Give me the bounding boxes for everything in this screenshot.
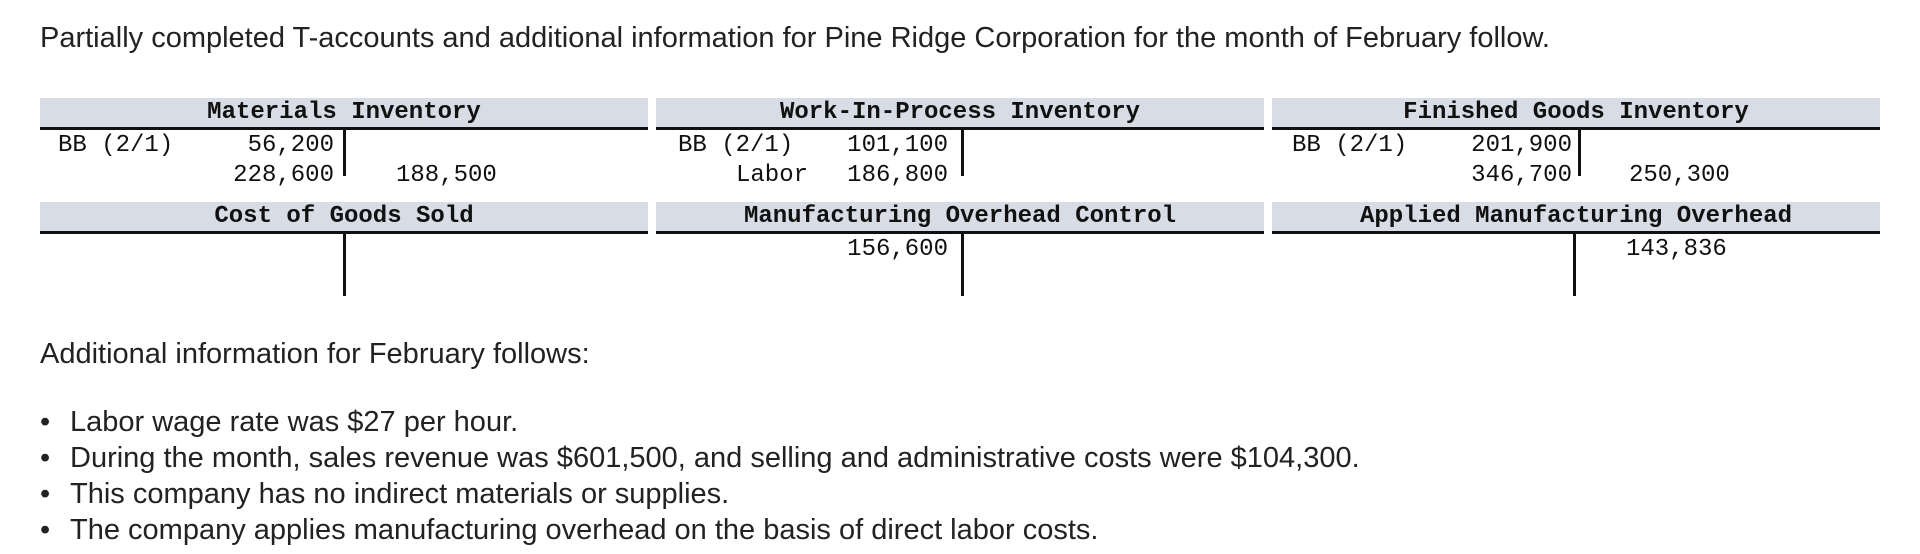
bb-label: BB (2/1) xyxy=(678,132,794,159)
t-account-divider xyxy=(961,130,964,176)
credit-value: 188,500 xyxy=(396,162,497,189)
account-title: Cost of Goods Sold xyxy=(40,202,648,234)
additional-info-heading: Additional information for February follows: xyxy=(40,338,590,370)
debit-value: 228,600 xyxy=(233,162,334,189)
list-item xyxy=(40,512,1360,548)
account-title: Work-In-Process Inventory xyxy=(656,98,1264,130)
bb-value: 56,200 xyxy=(247,132,334,159)
bullet-icon: • xyxy=(40,406,51,438)
t-account-materials-inventory xyxy=(40,98,648,189)
list-item-text: This company has no indirect materials or supplies. xyxy=(70,478,730,510)
credit-value: 143,836 xyxy=(1626,236,1727,263)
t-account-manufacturing-overhead-control xyxy=(656,202,1264,280)
bb-value: 101,100 xyxy=(847,132,948,159)
debit-value: 156,600 xyxy=(847,236,948,263)
account-title: Manufacturing Overhead Control xyxy=(656,202,1264,234)
list-item-text: Labor wage rate was $27 per hour. xyxy=(70,406,519,438)
labor-value: 186,800 xyxy=(847,162,948,189)
intro-text: Partially completed T-accounts and additional information for Pine Ridge Corporation for the month of February follow. xyxy=(40,22,1550,54)
list-item-text: The company applies manufacturing overhead on the basis of direct labor costs. xyxy=(70,514,1099,546)
account-title: Applied Manufacturing Overhead xyxy=(1272,202,1880,234)
bb-label: BB (2/1) xyxy=(58,132,174,159)
t-account-divider xyxy=(343,234,346,296)
account-title: Materials Inventory xyxy=(40,98,648,130)
additional-info-list xyxy=(40,404,1360,548)
t-account-applied-manufacturing-overhead xyxy=(1272,202,1880,280)
list-item xyxy=(40,476,1360,512)
t-account-divider xyxy=(1573,234,1576,296)
credit-value: 250,300 xyxy=(1629,162,1730,189)
t-account-finished-goods xyxy=(1272,98,1880,189)
debit-value: 346,700 xyxy=(1471,162,1572,189)
t-account-work-in-process xyxy=(656,98,1264,189)
bb-value: 201,900 xyxy=(1471,132,1572,159)
bb-label: BB (2/1) xyxy=(1292,132,1408,159)
bullet-icon: • xyxy=(40,442,51,474)
t-account-divider xyxy=(343,130,346,176)
list-item-text: During the month, sales revenue was $601,500, and selling and administrative costs were $104,300. xyxy=(70,442,1360,474)
t-account-cost-of-goods-sold xyxy=(40,202,648,280)
list-item xyxy=(40,440,1360,476)
account-title: Finished Goods Inventory xyxy=(1272,98,1880,130)
bullet-icon: • xyxy=(40,478,51,510)
t-account-divider xyxy=(1578,130,1581,176)
list-item xyxy=(40,404,1360,440)
labor-label: Labor xyxy=(735,162,808,189)
bullet-icon: • xyxy=(40,514,51,546)
t-account-divider xyxy=(961,234,964,296)
